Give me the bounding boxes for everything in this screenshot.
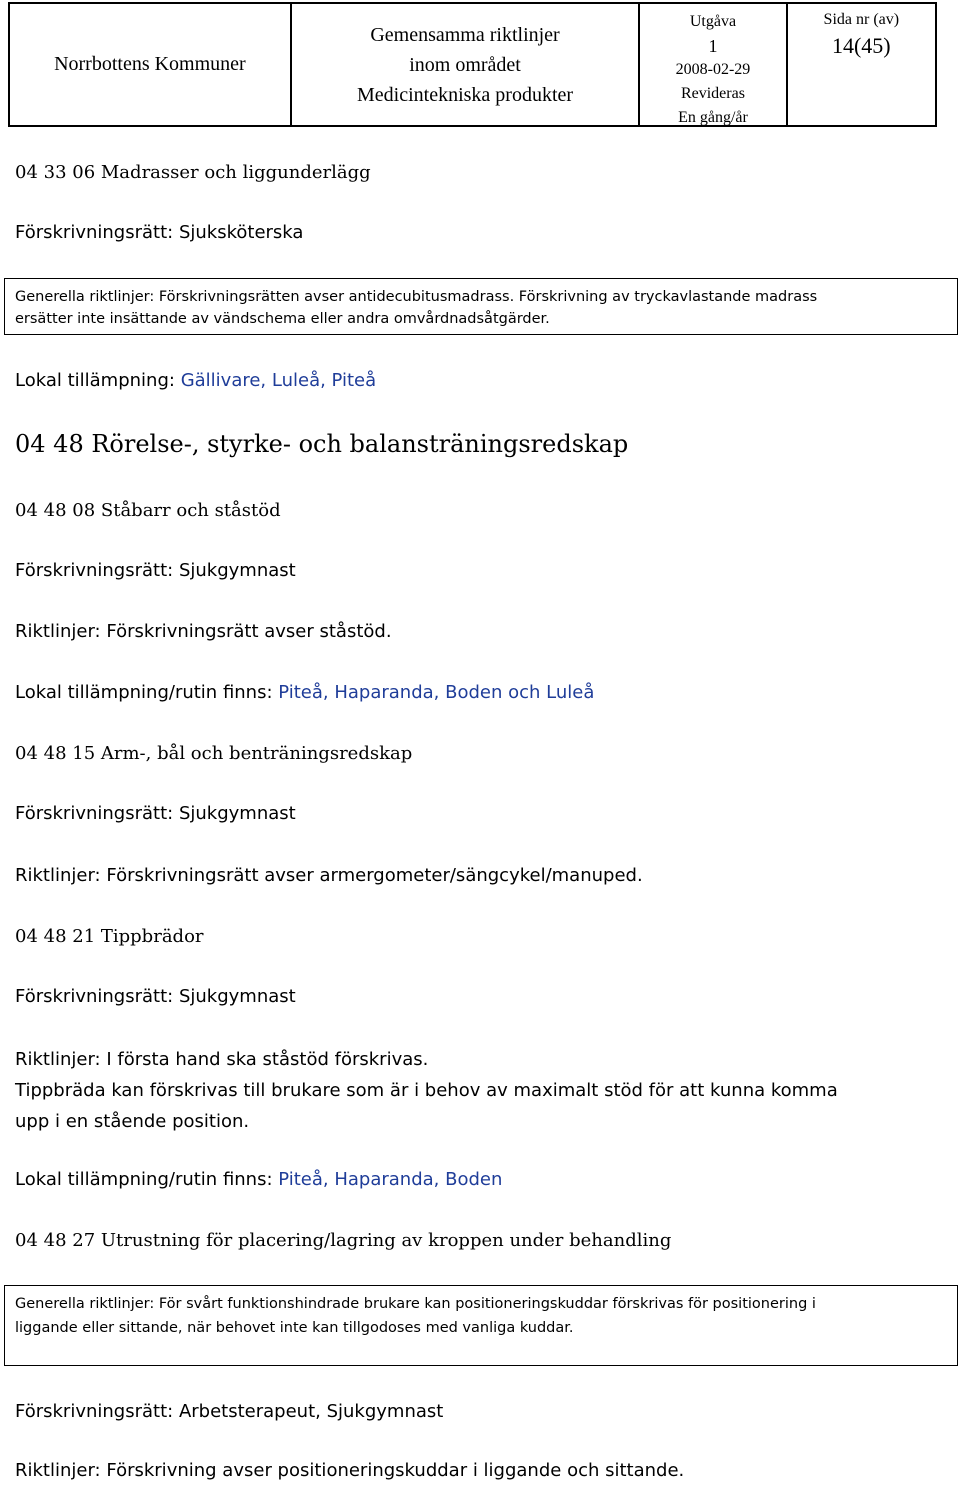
general-guidelines-line: ersätter inte insättande av vändschema eller andra omvårdnadsåtgärder.: [15, 311, 550, 327]
section-heading: 04 48 15 Arm-, bål och benträningsredskap: [15, 743, 413, 764]
guidelines-label: Riktlinjer:: [15, 865, 101, 886]
header-org-cell: [10, 4, 292, 125]
guidelines-text-line: Tippbräda kan förskrivas till brukare som är i behov av maximalt stöd för att kunna komma: [15, 1080, 838, 1101]
section-heading: 04 48 27 Utrustning för placering/lagring av kroppen under behandling: [15, 1230, 672, 1251]
general-text: Förskrivningsrätten avser antidecubitusmadrass. Förskrivning av tryckavlastande madrass: [158, 289, 818, 305]
page-value: 14(45): [831, 33, 891, 58]
prescription-right: [15, 222, 303, 243]
guidelines-value: Förskrivningsrätt avser ståstöd.: [106, 621, 392, 642]
local-value: Piteå, Haparanda, Boden: [278, 1169, 503, 1190]
local-value: Gällivare, Luleå, Piteå: [180, 370, 377, 391]
general-guidelines-box: [4, 278, 958, 335]
section-heading: 04 33 06 Madrasser och liggunderlägg: [15, 162, 371, 183]
general-label: Generella riktlinjer:: [15, 289, 155, 305]
general-guidelines-line: [15, 1292, 947, 1317]
revise-label: Revideras: [680, 85, 745, 102]
header-title-line: Gemensamma riktlinjer: [370, 23, 560, 46]
header-title-line: inom området: [409, 53, 521, 76]
prescription-label: Förskrivningsrätt:: [15, 560, 174, 581]
chapter-heading: 04 48 Rörelse-, styrke- och balansträningsredskap: [15, 430, 629, 458]
document-header: [8, 2, 937, 127]
local-label: Lokal tillämpning:: [15, 370, 175, 391]
guidelines-label: Riktlinjer:: [15, 1049, 101, 1070]
local-application: [15, 370, 376, 391]
prescription-label: Förskrivningsrätt:: [15, 222, 174, 243]
guidelines-value: Förskrivningsrätt avser armergometer/sängcykel/manuped.: [106, 865, 643, 886]
prescription-value: Sjukgymnast: [178, 560, 296, 581]
guidelines-value: Förskrivning avser positioneringskuddar i liggande och sittande.: [106, 1460, 685, 1481]
prescription-value: Sjukgymnast: [178, 986, 296, 1007]
local-value: Piteå, Haparanda, Boden och Luleå: [278, 682, 595, 703]
general-guidelines-line: liggande eller sittande, när behovet inte kan tillgodoses med vanliga kuddar.: [15, 1320, 574, 1336]
header-page-cell: [788, 4, 935, 125]
general-text: För svårt funktionshindrade brukare kan positioneringskuddar förskrivas för positionering i: [158, 1296, 816, 1312]
prescription-right: [15, 1401, 443, 1422]
page-label: Sida nr (av): [823, 11, 900, 28]
guidelines: [15, 621, 392, 642]
section-heading: 04 48 08 Ståbarr och ståstöd: [15, 500, 281, 521]
local-label: Lokal tillämpning/rutin finns:: [15, 682, 273, 703]
local-label: Lokal tillämpning/rutin finns:: [15, 1169, 273, 1190]
guidelines: [15, 865, 643, 886]
header-org: Norrbottens Kommuner: [54, 53, 246, 75]
revise-value: En gång/år: [678, 109, 748, 126]
prescription-label: Förskrivningsrätt:: [15, 1401, 174, 1422]
prescription-right: [15, 803, 296, 824]
local-application: [15, 682, 594, 703]
prescription-label: Förskrivningsrätt:: [15, 803, 174, 824]
edition-date: 2008-02-29: [675, 61, 751, 78]
local-application: [15, 1169, 502, 1190]
guidelines: [15, 1460, 684, 1481]
section-heading: 04 48 21 Tippbrädor: [15, 926, 204, 947]
edition-label: Utgåva: [689, 13, 737, 30]
prescription-value: Sjukgymnast: [178, 803, 296, 824]
header-title-cell: [292, 4, 640, 125]
header-edition-cell: [640, 4, 787, 125]
header-title-line: Medicintekniska produkter: [356, 83, 574, 106]
prescription-label: Förskrivningsrätt:: [15, 986, 174, 1007]
prescription-value: Sjuksköterska: [178, 222, 304, 243]
guidelines-text-line: upp i en stående position.: [15, 1111, 250, 1132]
general-guidelines-box: [4, 1285, 958, 1366]
prescription-right: [15, 986, 296, 1007]
guidelines-value: I första hand ska ståstöd förskrivas.: [106, 1049, 429, 1070]
prescription-value: Arbetsterapeut, Sjukgymnast: [178, 1401, 444, 1422]
guidelines-label: Riktlinjer:: [15, 1460, 101, 1481]
guidelines-label: Riktlinjer:: [15, 621, 101, 642]
prescription-right: [15, 560, 296, 581]
guidelines-paragraph: [15, 1044, 945, 1137]
guidelines: [15, 1044, 945, 1075]
general-label: Generella riktlinjer:: [15, 1296, 155, 1312]
edition-value: 1: [708, 36, 718, 56]
